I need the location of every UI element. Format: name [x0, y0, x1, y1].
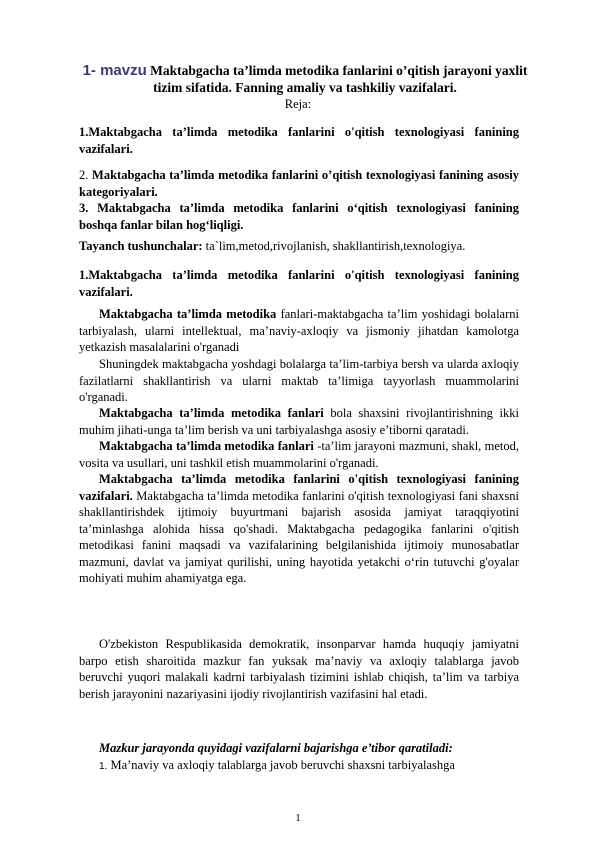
list-item: 1. Ma’naviy va axloqiy talablarga javob beruvchi shaxsni tarbiyalashga: [99, 758, 455, 772]
paragraph-1: Maktabgacha ta’limda metodika fanlari-maktabgacha ta’lim yoshidagi bolalarni tarbiyalash, ularni intellektual, ma’naviy-axloqiy va jismoniy jihatdan kamolotga yetkazish masalalarini o'rganadi: [79, 307, 519, 354]
section-heading: 1.Maktabgacha ta’limda metodika fanlarini o'qitish texnologiyasi fanining vazifalari.: [79, 268, 519, 299]
key-terms-label: Tayanch tushunchalar:: [79, 239, 203, 253]
tasks-intro: Mazkur jarayonda quyidagi vazifalarni bajarishga e’tibor qaratiladi:: [99, 741, 453, 755]
plan-item-1: 1.Maktabgacha ta’limda metodika fanlarini o'qitish texnologiyasi fanining vazifalari.: [79, 125, 519, 156]
paragraph-3: Maktabgacha ta’limda metodika fanlari bola shaxsini rivojlantirishning ikki muhim jihati-unga ta’lim berish va uni tarbiyalashga asosiy e’tiborni qaratadi.: [79, 406, 519, 437]
page-title: [80, 62, 530, 96]
topic-title: Maktabgacha ta’limda metodika fanlarini o’qitish jarayoni yaxlit tizim sifatida. Fanning amaliy va tashkiliy vazifalari.: [150, 63, 528, 95]
paragraph-4: Maktabgacha ta’limda metodika fanlari -ta’lim jarayoni mazmuni, shakl, metod, vosita va usullari, uni tashkil etish muammolarini o'rganadi.: [79, 439, 519, 470]
topic-number: 1- mavzu: [82, 62, 147, 79]
paragraph-5: Maktabgacha ta’limda metodika fanlarini o'qitish texnologiyasi fanining vazifalari. Maktabgacha ta’limda metodika fanlarini o'qitish texnologiyasi fani shaxsni shakllantirishdek ijtimoiy buyurtmani bajarish asosida jamiyat taraqqiyotini ta’minlashga alohida hissa qo'shadi. Maktabgacha pedagogika fanlarini o'qitish metodikasi fanini maqsadi va vazifalarining belgilanishida ijtimoiy munosabatlar mazmuni, davlat va jamiyat qurilishi, uning hayotida yetakchi o‘rin tutuvchi g'oyalar mohiyati muhim ahamiyatga ega.: [79, 472, 519, 585]
paragraph-6: O'zbekiston Respublikasida demokratik, insonparvar hamda huquqiy jamiyatni barpo etish sharoitida mazkur fan yuksak ma’naviy va axloqiy talablarga javob beruvchi yuqori malakali kadrni tarbiyalash tizimini ishlab chiqish, ta’lim va tarbiya berish jarayonini nazariyasini ijodiy rivojlantirish vazifasini hal etadi.: [79, 637, 519, 701]
key-terms-text: ta`lim,metod,rivojlanish, shakllantirish,texnologiya.: [202, 239, 466, 253]
key-terms: [79, 238, 519, 255]
page-number: 1: [295, 812, 301, 824]
plan-label: Reja:: [284, 97, 312, 111]
plan-item-3: 3. Maktabgacha ta’limda metodika fanlarini o‘qitish texnologiyasi fanining boshqa fanlar bilan hog‘liqligi.: [79, 201, 519, 232]
paragraph-2: Shuningdek maktabgacha yoshdagi bolalarga ta’lim-tarbiya bersh va ularda axloqiy fazilatlarni shakllantirish va ularni maktab ta’limiga tayyorlash muammolarini o'rganadi.: [79, 357, 519, 404]
plan-item-2: 2. Maktabgacha ta’limda metodika fanlarini o’qitish texnologiyasi fanining asosiy kategoriyalari.: [79, 168, 520, 199]
